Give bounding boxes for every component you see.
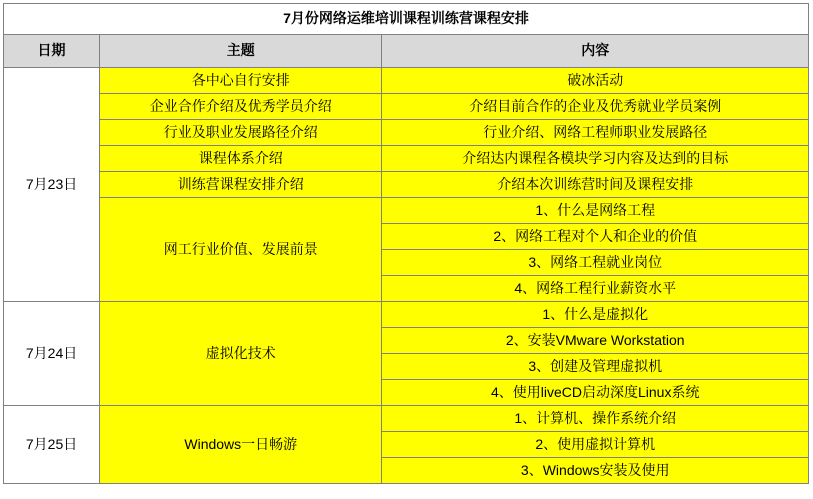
topic-cell: 虚拟化技术 (100, 302, 382, 406)
table-row (4, 68, 809, 94)
table-row (4, 406, 809, 432)
content-cell: 2、网络工程对个人和企业的价值 (382, 224, 809, 250)
content-cell: 3、创建及管理虚拟机 (382, 354, 809, 380)
topic-cell: 课程体系介绍 (100, 146, 382, 172)
content-cell: 破冰活动 (382, 68, 809, 94)
table-row (4, 302, 809, 328)
content-cell: 3、网络工程就业岗位 (382, 250, 809, 276)
date-cell: 7月24日 (4, 302, 100, 406)
topic-cell: 企业合作介绍及优秀学员介绍 (100, 94, 382, 120)
table-row (4, 172, 809, 198)
column-header-topic: 主题 (100, 35, 382, 68)
content-cell: 介绍达内课程各模块学习内容及达到的目标 (382, 146, 809, 172)
topic-cell: 各中心自行安排 (100, 68, 382, 94)
column-header-date: 日期 (4, 35, 100, 68)
table-row (4, 198, 809, 224)
date-cell: 7月23日 (4, 68, 100, 302)
content-cell: 介绍本次训练营时间及课程安排 (382, 172, 809, 198)
schedule-table-body (4, 4, 809, 484)
content-cell: 4、使用liveCD启动深度Linux系统 (382, 380, 809, 406)
topic-cell: 训练营课程安排介绍 (100, 172, 382, 198)
content-cell: 4、网络工程行业薪资水平 (382, 276, 809, 302)
date-cell: 7月25日 (4, 406, 100, 484)
content-cell: 3、Windows安装及使用 (382, 458, 809, 484)
table-row (4, 94, 809, 120)
column-header-content: 内容 (382, 35, 809, 68)
content-cell: 介绍目前合作的企业及优秀就业学员案例 (382, 94, 809, 120)
schedule-table (3, 3, 809, 484)
table-row (4, 120, 809, 146)
table-title-row (4, 4, 809, 35)
content-cell: 1、计算机、操作系统介绍 (382, 406, 809, 432)
topic-cell: Windows一日畅游 (100, 406, 382, 484)
table-header-row (4, 35, 809, 68)
content-cell: 2、安装VMware Workstation (382, 328, 809, 354)
topic-cell: 网工行业价值、发展前景 (100, 198, 382, 302)
topic-cell: 行业及职业发展路径介绍 (100, 120, 382, 146)
table-row (4, 146, 809, 172)
content-cell: 1、什么是网络工程 (382, 198, 809, 224)
page-title: 7月份网络运维培训课程训练营课程安排 (4, 4, 809, 35)
content-cell: 2、使用虚拟计算机 (382, 432, 809, 458)
content-cell: 行业介绍、网络工程师职业发展路径 (382, 120, 809, 146)
content-cell: 1、什么是虚拟化 (382, 302, 809, 328)
